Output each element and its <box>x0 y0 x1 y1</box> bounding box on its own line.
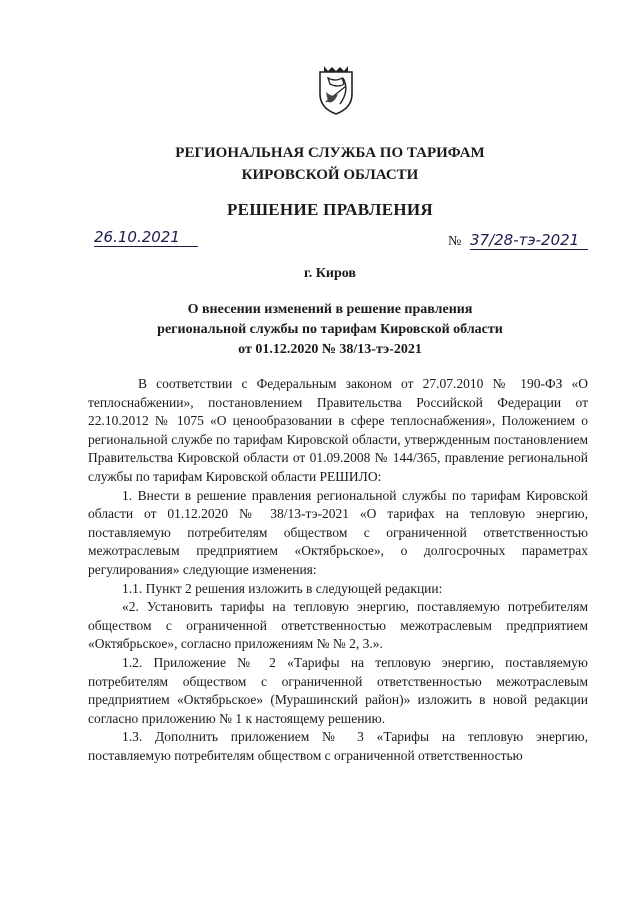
coat-of-arms-icon <box>316 64 356 116</box>
organization-title-line2: КИРОВСКОЙ ОБЛАСТИ <box>241 167 419 183</box>
decision-date: 26.10.2021 <box>94 228 198 247</box>
subject-line2: региональной службы по тарифам Кировской области <box>157 322 503 337</box>
organization-title <box>90 142 570 186</box>
organization-title-line1: РЕГИОНАЛЬНАЯ СЛУЖБА ПО ТАРИФАМ <box>175 145 485 161</box>
item-1-paragraph: 1. Внести в решение правления региональной службы по тарифам Кировской области от 01.12.2020 № 38/13-тэ-2021 «О тарифах на тепловую энергию, поставляемую потребителям обществом с ограниченной ответственностью межотраслевым предприятием «Октябрьское», о долгосрочных параметрах регулирования» следующие изменения: <box>88 487 588 577</box>
subject-line3: от 01.12.2020 № 38/13-тэ-2021 <box>238 342 422 357</box>
preamble-paragraph: В соответствии с Федеральным законом от 27.07.2010 № 190-ФЗ «О теплоснабжении», постановлением Правительства Российской Федерации от 22.10.2012 № 1075 «О ценообразовании в сфере теплоснабжения», Положением о региональной службе по тарифам Кировской области, утвержденным постановлением Правительства Кировской области от 01.09.2008 № 144/365, правление региональной службы по тарифам Кировской области РЕШИЛО: <box>88 376 588 484</box>
number-sign: № <box>448 234 462 249</box>
item-1-1-paragraph: 1.1. Пункт 2 решения изложить в следующей редакции: <box>122 580 443 596</box>
subject-line1: О внесении изменений в решение правления <box>187 302 473 317</box>
item-1-2-paragraph: 1.2. Приложение № 2 «Тарифы на тепловую энергию, поставляемую потребителям обществом с ограниченной ответственностью межотраслевым предприятием «Октябрьское» (Мурашинский район)» изложить в новой редакции согласно приложению № 1 к настоящему решению. <box>88 654 588 726</box>
city-name: г. Киров <box>304 266 356 281</box>
decision-subject <box>90 300 570 360</box>
decision-title: РЕШЕНИЕ ПРАВЛЕНИЯ <box>227 200 433 219</box>
item-1-1-quote-paragraph: «2. Установить тарифы на тепловую энергию, поставляемую потребителям обществом с ограниченной ответственностью межотраслевым предприятием «Октябрьское», согласно приложениям № № 2, 3.». <box>88 599 588 652</box>
item-1-3-paragraph: 1.3. Дополнить приложением № 3 «Тарифы на тепловую энергию, поставляемую потребителям обществом с ограниченной ответственностью <box>88 729 588 763</box>
decision-number: 37/28-тэ-2021 <box>470 231 588 250</box>
decision-body <box>88 375 588 765</box>
